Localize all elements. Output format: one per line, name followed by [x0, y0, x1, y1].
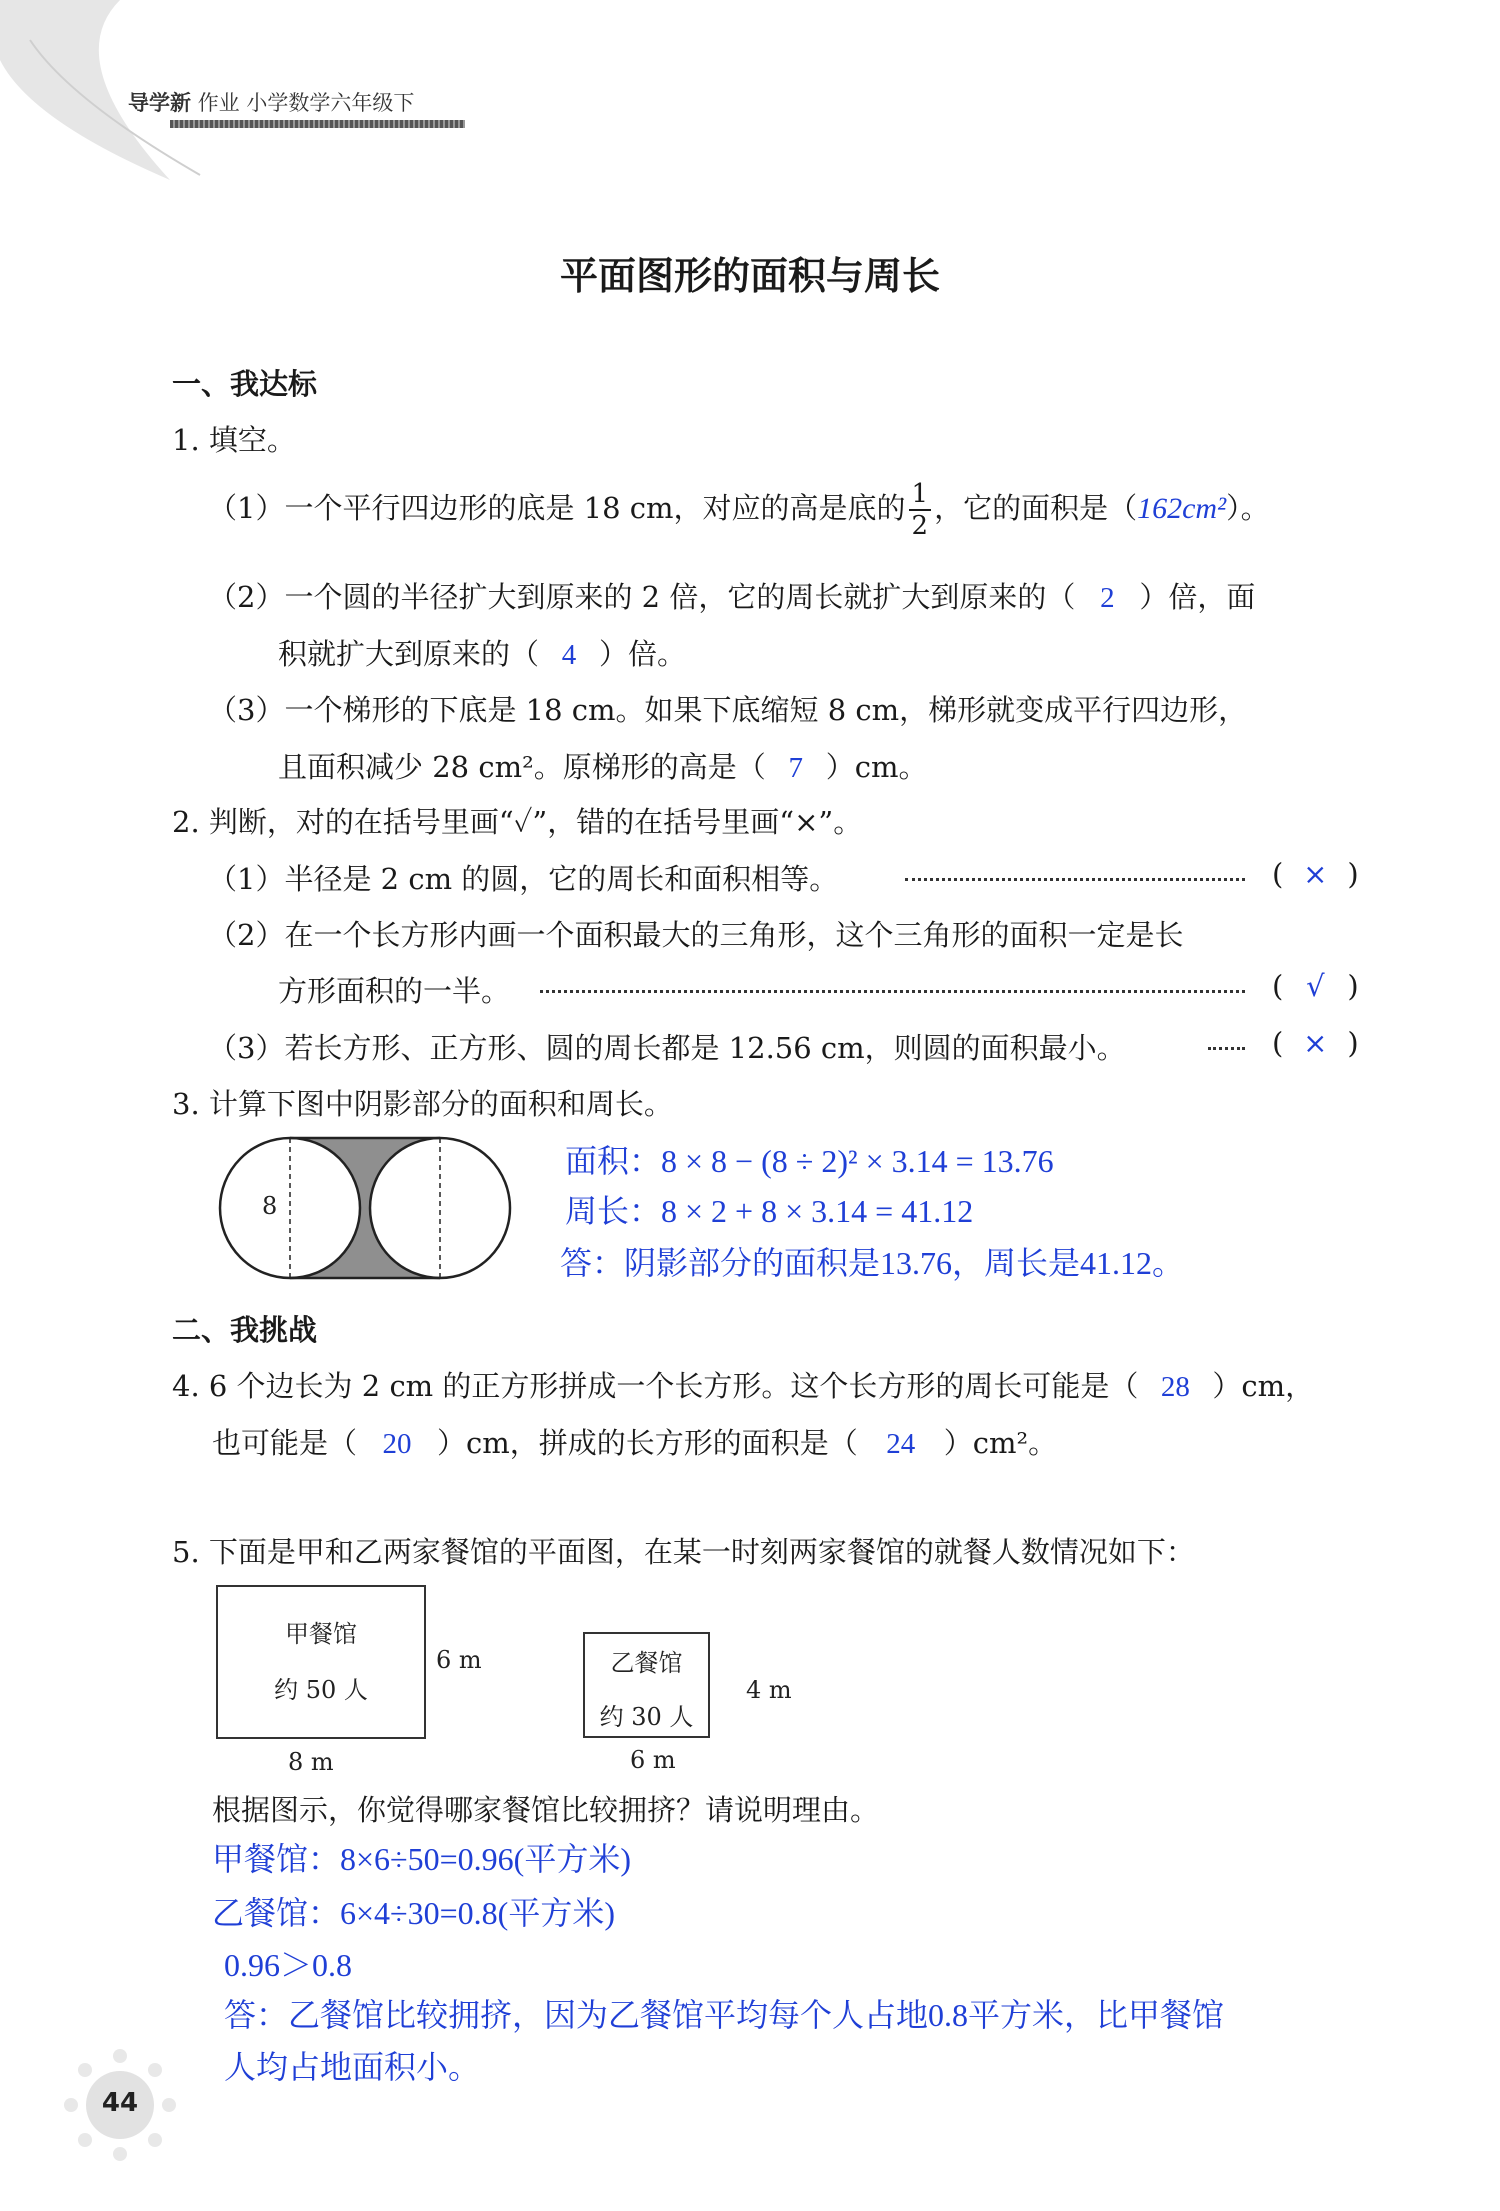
q1-part3-line2: 且面积减少 28 cm²。原梯形的高是（ 7 ）cm。 — [278, 750, 928, 784]
q2-p3-answer: × — [1303, 1026, 1328, 1060]
q3-label: 3. 计算下图中阴影部分的面积和周长。 — [172, 1087, 673, 1121]
shaded-area-figure — [210, 1128, 520, 1288]
q1-p2-answer2: 4 — [561, 639, 577, 671]
q5-answer-final-line1: 答：乙餐馆比较拥挤，因为乙餐馆平均每个人占地0.8平方米，比甲餐馆 — [224, 1997, 1225, 2033]
q2-label: 2. 判断，对的在括号里画“✓”，错的在括号里画“×”。 — [172, 805, 863, 839]
restaurant-a-width: 8 m — [288, 1748, 334, 1776]
q4-answer1: 28 — [1160, 1371, 1190, 1403]
restaurant-b-name: 乙餐馆 — [610, 1649, 683, 1677]
dot-leader — [1208, 1047, 1245, 1050]
page-number: 44 — [101, 2088, 139, 2118]
q2-p1-answer: × — [1303, 857, 1328, 891]
q5-answer-final-line2: 人均占地面积小。 — [224, 2049, 481, 2085]
q2-part2-line2: 方形面积的一半。 — [278, 974, 511, 1008]
q5-answer-a: 甲餐馆：8×6÷50=0.96(平方米) — [212, 1841, 631, 1877]
q4-answer2: 20 — [382, 1428, 412, 1460]
restaurant-b-height: 4 m — [746, 1676, 792, 1704]
q3-answer-perimeter: 周长：8 × 2 + 8 × 3.14 = 41.12 — [565, 1193, 974, 1229]
q4-answer3: 24 — [886, 1428, 916, 1460]
q1-part2-line1: （2）一个圆的半径扩大到原来的 2 倍，它的周长就扩大到原来的（ 2 ）倍，面 — [208, 580, 1256, 614]
restaurant-a-plan — [216, 1585, 426, 1739]
header-rule — [170, 120, 465, 128]
restaurant-a-people: 约 50 人 — [274, 1676, 368, 1704]
q2-p1-bracket: ( × ) — [1272, 857, 1359, 891]
q2-p2-bracket: ( √ ) — [1272, 969, 1359, 1003]
section-2-heading: 二、我挑战 — [172, 1313, 318, 1347]
page-title: 平面图形的面积与周长 — [559, 254, 940, 298]
q1-part3-line1: （3）一个梯形的下底是 18 cm。如果下底缩短 8 cm，梯形就变成平行四边形， — [208, 693, 1248, 727]
q2-part3: （3）若长方形、正方形、圆的周长都是 12.56 cm，则圆的面积最小。 — [208, 1031, 1126, 1065]
q4-line2: 也可能是（ 20 ）cm，拼成的长方形的面积是（ 24 ）cm²。 — [212, 1426, 1058, 1460]
q1-p3-answer: 7 — [788, 752, 803, 784]
dot-leader — [905, 878, 1245, 881]
dot-leader — [540, 990, 1245, 993]
q2-part1: （1）半径是 2 cm 的圆，它的周长和面积相等。 — [208, 862, 839, 896]
figure-dimension-label: 8 — [262, 1192, 278, 1220]
q1-label: 1. 填空。 — [172, 423, 296, 457]
q5-label: 5. 下面是甲和乙两家餐馆的平面图，在某一时刻两家餐馆的就餐人数情况如下： — [172, 1535, 1195, 1569]
restaurant-a-name: 甲餐馆 — [285, 1620, 357, 1648]
q2-p2-answer: √ — [1306, 969, 1325, 1003]
restaurant-a-height: 6 m — [436, 1646, 482, 1674]
restaurant-b-width: 6 m — [630, 1746, 676, 1774]
fraction-one-half: $\frac{1}{2}$ — [909, 479, 932, 541]
q5-answer-compare: 0.96＞0.8 — [224, 1947, 353, 1983]
q2-p3-bracket: ( × ) — [1272, 1026, 1359, 1060]
q3-answer-final: 答：阴影部分的面积是13.76，周长是41.12。 — [560, 1245, 1185, 1281]
restaurant-b-people: 约 30 人 — [599, 1703, 694, 1731]
q5-question: 根据图示，你觉得哪家餐馆比较拥挤？请说明理由。 — [212, 1793, 880, 1827]
q1-part2-line2: 积就扩大到原来的（ 4 ）倍。 — [278, 637, 687, 671]
q1-p2-answer1: 2 — [1100, 582, 1115, 614]
q1-p1-answer: 162cm² — [1137, 492, 1227, 525]
q2-part2-line1: （2）在一个长方形内画一个面积最大的三角形，这个三角形的面积一定是长 — [208, 918, 1184, 952]
q3-answer-area: 面积：8 × 8 − (8 ÷ 2)² × 3.14 = 13.76 — [565, 1143, 1054, 1179]
q5-answer-b: 乙餐馆：6×4÷30=0.8(平方米) — [212, 1895, 615, 1931]
header-text: 导学新 作业 小学数学六年级下 — [128, 91, 415, 115]
q1-part1: （1）一个平行四边形的底是 18 cm，对应的高是底的 $\frac{1}{2}$ ，它的面积是（162cm²）。 — [208, 479, 1270, 541]
q4-line1: 4. 6 个边长为 2 cm 的正方形拼成一个长方形。这个长方形的周长可能是（ 28 ）cm， — [172, 1369, 1315, 1403]
header-brand: 导学新 — [128, 91, 191, 115]
section-1-heading: 一、我达标 — [172, 367, 318, 401]
